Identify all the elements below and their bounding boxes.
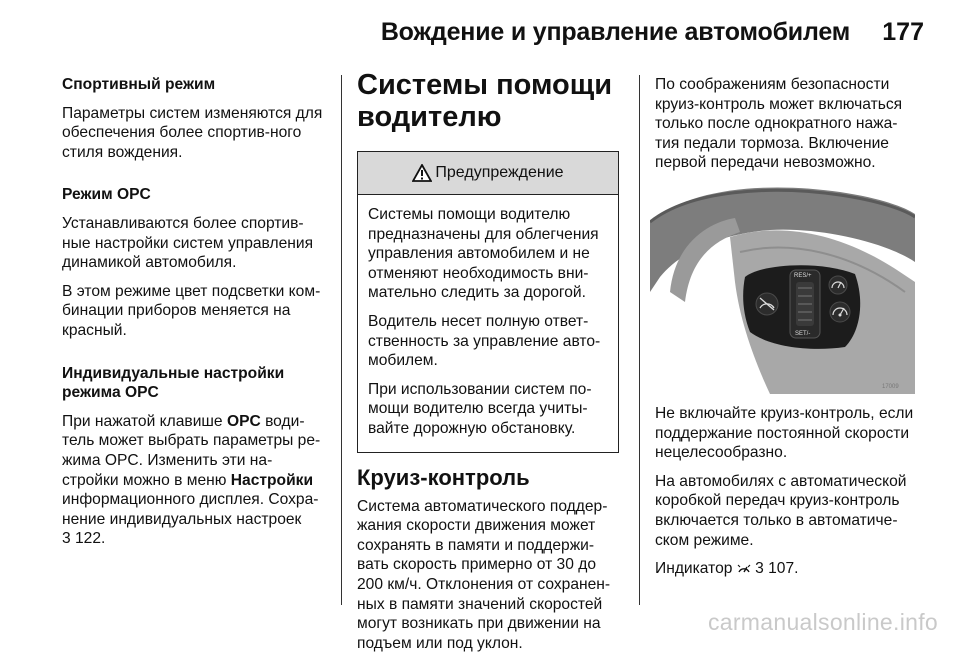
paragraph: По соображениям безопасности круиз-контроль может включаться только после однократного нажа-тия педали тормоза. Включение первой передачи невозможно. xyxy=(655,76,903,172)
opc-key: OPC xyxy=(226,412,261,430)
paragraph: Параметры систем изменяются для обеспечения более спортив-ного стиля вождения. xyxy=(62,104,323,161)
paragraph: В этом режиме цвет подсветки ком-бинации приборов меняется на красный. xyxy=(62,282,321,339)
cruise-control-indicator-icon xyxy=(737,562,751,574)
paragraph: При нажатой клавише OPC води-тель может выбрать параметры ре-жима OPC. Изменить эти на-стройки можно в меню Настройки информационного дисплея. Сохра-нение индивидуальных настроек 3 122. xyxy=(62,412,321,548)
paragraph: Не включайте круиз-контроль, если поддержание постоянной скорости нецелесообразно. xyxy=(655,404,914,462)
res-button-label: RES/+ xyxy=(794,272,812,279)
paragraph: На автомобилях с автоматической коробкой передач круиз-контроль включается только в автоматиче-ском режиме. xyxy=(655,472,907,549)
warning-paragraph: При использовании систем по-мощи водителю всегда учиты-вайте дорожную обстановку. xyxy=(368,380,592,437)
watermark: carmanualsonline.info xyxy=(707,609,938,635)
warning-triangle-icon xyxy=(412,164,432,182)
subheading-opc-settings: Индивидуальные настройки режима OPC xyxy=(62,364,285,402)
column-divider-1 xyxy=(341,75,342,605)
section-heading-driver-assistance: Системы помощи водителю xyxy=(357,69,613,133)
section-heading-cruise-control: Круиз-контроль xyxy=(357,464,530,490)
page-reference: 3 107. xyxy=(755,560,799,578)
column-3 xyxy=(655,75,920,588)
set-button-label: SET/- xyxy=(795,330,811,337)
indicator-label: Индикатор xyxy=(655,560,733,578)
warning-header xyxy=(358,152,618,195)
subheading-opc-mode: Режим OPC xyxy=(62,186,151,204)
page-number: 177 xyxy=(882,18,924,46)
paragraph: Система автоматического поддер-жания скорости движения может сохранять в памяти и поддержи-вать скорость примерно от 30 до 200 км/ч. Отклонения от сохранен-ных в памяти значений скоростей могут возникать при движении на подъем или под уклон. xyxy=(357,497,611,652)
warning-paragraph: Системы помощи водителю предназначены для облегчения управления автомобилем и не отменяют необходимость вни-мательно следить за дорогой. xyxy=(368,206,599,302)
subheading-sport-mode: Спортивный режим xyxy=(62,76,216,93)
warning-box xyxy=(357,151,619,453)
page-reference: 3 122. xyxy=(62,530,106,548)
column-divider-2 xyxy=(639,75,640,605)
warning-title: Предупреждение xyxy=(435,164,564,182)
paragraph xyxy=(655,559,920,579)
warning-paragraph: Водитель несет полную ответ-ственность за управление авто-мобилем. xyxy=(368,312,601,370)
page-title: Вождение и управление автомобилем xyxy=(380,18,850,46)
figure-code: 17009 xyxy=(882,383,899,390)
column-1 xyxy=(62,75,324,558)
paragraph: Устанавливаются более спортив-ные настройки систем управления динамикой автомобиля. xyxy=(62,214,314,272)
column-2 xyxy=(357,69,619,662)
steering-wheel-controls-figure xyxy=(650,182,915,394)
warning-body xyxy=(358,195,618,452)
page-header xyxy=(0,14,960,54)
settings-menu-name: Настройки xyxy=(230,471,314,489)
